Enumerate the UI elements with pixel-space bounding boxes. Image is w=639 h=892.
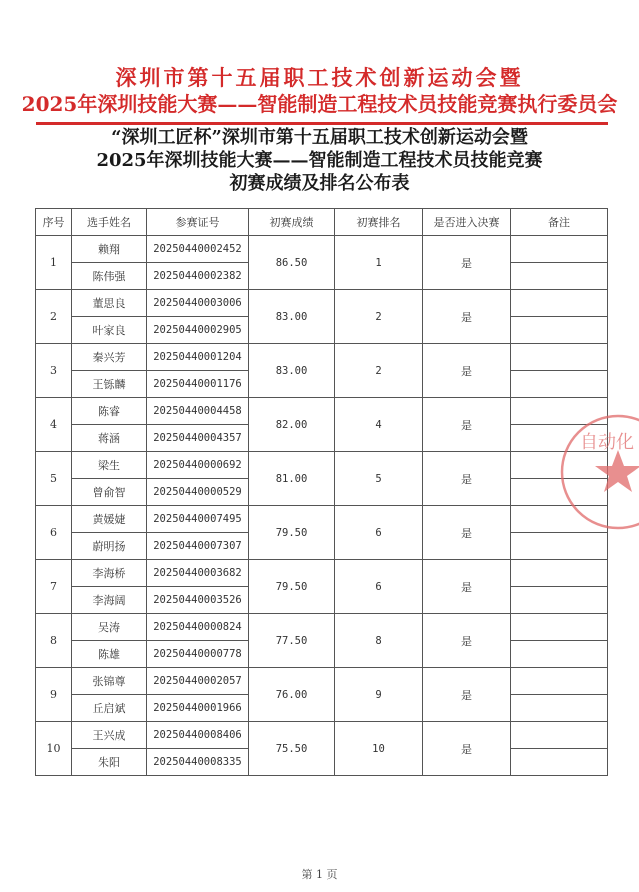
seq-cell: 7: [36, 560, 72, 614]
remark-cell: [511, 533, 608, 560]
remark-cell: [511, 668, 608, 695]
table-row: [36, 398, 608, 425]
final-cell: 是: [423, 236, 511, 290]
rank-cell: 5: [335, 452, 423, 506]
header-cell: 参赛证号: [147, 209, 249, 236]
seq-cell: 4: [36, 398, 72, 452]
name-cell: 李海阔: [72, 587, 147, 614]
table-row: [36, 452, 608, 479]
id-cell: 20250440000529: [147, 479, 249, 506]
name-cell: 张锦尊: [72, 668, 147, 695]
remark-cell: [511, 317, 608, 344]
table-row: [36, 668, 608, 695]
final-cell: 是: [423, 560, 511, 614]
id-cell: 20250440008406: [147, 722, 249, 749]
id-cell: 20250440000692: [147, 452, 249, 479]
seq-cell: 9: [36, 668, 72, 722]
name-cell: 陈雄: [72, 641, 147, 668]
remark-cell: [511, 587, 608, 614]
name-cell: 陈睿: [72, 398, 147, 425]
rank-cell: 2: [335, 344, 423, 398]
final-cell: 是: [423, 344, 511, 398]
remark-cell: [511, 722, 608, 749]
name-cell: 梁生: [72, 452, 147, 479]
name-cell: 吴涛: [72, 614, 147, 641]
score-cell: 79.50: [249, 506, 335, 560]
score-cell: 82.00: [249, 398, 335, 452]
id-cell: 20250440003006: [147, 290, 249, 317]
rank-cell: 6: [335, 506, 423, 560]
remark-cell: [511, 290, 608, 317]
header-cell: 初赛成绩: [249, 209, 335, 236]
doc-title-line3: 初赛成绩及排名公布表: [229, 173, 410, 194]
final-cell: 是: [423, 506, 511, 560]
name-cell: 丘启斌: [72, 695, 147, 722]
id-cell: 20250440002057: [147, 668, 249, 695]
name-cell: 秦兴芳: [72, 344, 147, 371]
table-row: [36, 290, 608, 317]
header-cell: 备注: [511, 209, 608, 236]
remark-cell: [511, 560, 608, 587]
score-cell: 83.00: [249, 290, 335, 344]
id-cell: 20250440003526: [147, 587, 249, 614]
name-cell: 蒋涵: [72, 425, 147, 452]
remark-cell: [511, 695, 608, 722]
name-cell: 朱阳: [72, 749, 147, 776]
header-cell: 选手姓名: [72, 209, 147, 236]
table-row: [36, 344, 608, 371]
id-cell: 20250440001176: [147, 371, 249, 398]
seq-cell: 3: [36, 344, 72, 398]
seq-cell: 6: [36, 506, 72, 560]
name-cell: 黄媛婕: [72, 506, 147, 533]
final-cell: 是: [423, 668, 511, 722]
header-divider: [36, 122, 608, 125]
doc-title-line1: “深圳工匠杯”深圳市第十五届职工技术创新运动会暨: [111, 127, 528, 148]
header-cell: 序号: [36, 209, 72, 236]
id-cell: 20250440003682: [147, 560, 249, 587]
remark-cell: [511, 236, 608, 263]
id-cell: 20250440002382: [147, 263, 249, 290]
name-cell: 王铄麟: [72, 371, 147, 398]
remark-cell: [511, 641, 608, 668]
header-cell: 初赛排名: [335, 209, 423, 236]
seq-cell: 10: [36, 722, 72, 776]
table-row: [36, 506, 608, 533]
id-cell: 20250440002452: [147, 236, 249, 263]
id-cell: 20250440004357: [147, 425, 249, 452]
remark-cell: [511, 371, 608, 398]
name-cell: 王兴成: [72, 722, 147, 749]
org-header-line2: 2025年深圳技能大赛——智能制造工程技术员技能竞赛执行委员会: [21, 92, 618, 116]
table-header-row: [36, 209, 608, 236]
score-cell: 77.50: [249, 614, 335, 668]
seq-cell: 8: [36, 614, 72, 668]
name-cell: 叶家良: [72, 317, 147, 344]
rank-cell: 9: [335, 668, 423, 722]
final-cell: 是: [423, 722, 511, 776]
star-icon: [595, 450, 639, 492]
score-cell: 76.00: [249, 668, 335, 722]
id-cell: 20250440007495: [147, 506, 249, 533]
name-cell: 赖翔: [72, 236, 147, 263]
rank-cell: 1: [335, 236, 423, 290]
name-cell: 李海桥: [72, 560, 147, 587]
name-cell: 陈伟强: [72, 263, 147, 290]
remark-cell: [511, 749, 608, 776]
rank-cell: 6: [335, 560, 423, 614]
org-header-line1: 深圳市第十五届职工技术创新运动会暨: [115, 65, 524, 90]
seq-cell: 2: [36, 290, 72, 344]
doc-title-line2: 2025年深圳技能大赛——智能制造工程技术员技能竞赛: [96, 150, 543, 171]
score-cell: 81.00: [249, 452, 335, 506]
final-cell: 是: [423, 614, 511, 668]
id-cell: 20250440004458: [147, 398, 249, 425]
remark-cell: [511, 344, 608, 371]
id-cell: 20250440002905: [147, 317, 249, 344]
seq-cell: 1: [36, 236, 72, 290]
id-cell: 20250440008335: [147, 749, 249, 776]
table-row: [36, 614, 608, 641]
results-table: [35, 208, 608, 776]
name-cell: 蔚明扬: [72, 533, 147, 560]
score-cell: 86.50: [249, 236, 335, 290]
remark-cell: [511, 614, 608, 641]
name-cell: 董思良: [72, 290, 147, 317]
id-cell: 20250440000778: [147, 641, 249, 668]
table-row: [36, 560, 608, 587]
id-cell: 20250440001966: [147, 695, 249, 722]
id-cell: 20250440007307: [147, 533, 249, 560]
id-cell: 20250440000824: [147, 614, 249, 641]
id-cell: 20250440001204: [147, 344, 249, 371]
rank-cell: 10: [335, 722, 423, 776]
remark-cell: [511, 263, 608, 290]
seq-cell: 5: [36, 452, 72, 506]
rank-cell: 2: [335, 290, 423, 344]
score-cell: 75.50: [249, 722, 335, 776]
table-row: [36, 722, 608, 749]
table-row: [36, 236, 608, 263]
seal-text: 自动化: [580, 432, 634, 453]
score-cell: 79.50: [249, 560, 335, 614]
page-number: 第 1 页: [301, 868, 338, 881]
score-cell: 83.00: [249, 344, 335, 398]
final-cell: 是: [423, 290, 511, 344]
final-cell: 是: [423, 452, 511, 506]
header-cell: 是否进入决赛: [423, 209, 511, 236]
rank-cell: 4: [335, 398, 423, 452]
name-cell: 曾俞智: [72, 479, 147, 506]
rank-cell: 8: [335, 614, 423, 668]
final-cell: 是: [423, 398, 511, 452]
official-seal: [558, 412, 639, 532]
